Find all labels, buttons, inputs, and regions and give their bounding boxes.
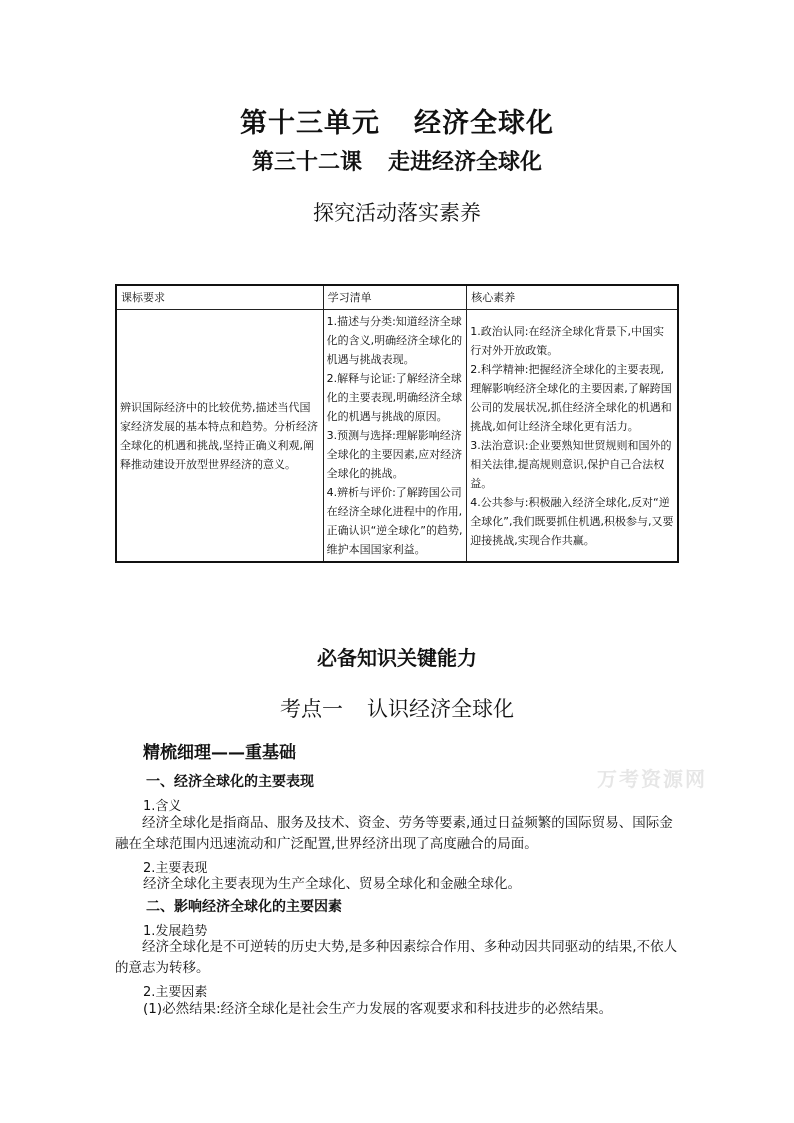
subheading-main-factors: 2.主要因素 [143,985,208,1000]
core-literacy-item: 4.公共参与:积极融入经济全球化,反对“逆全球化”,我们既要抓住机遇,积极参与,又要迎接挑战,实现合作共赢。 [470,496,674,547]
lesson-topic: 走进经济全球化 [388,150,543,175]
table-header-cell: 课标要求 [116,285,323,310]
curriculum-requirement-cell: 辨识国际经济中的比较优势,描述当代国家经济发展的基本特点和趋势。分析经济全球化的机遇和挑战,坚持正确义利观,阐释推动建设开放型世界经济的意义。 [116,310,323,563]
study-list-cell [323,310,467,563]
unit-topic: 经济全球化 [414,108,554,139]
kaodian-number: 考点一 [280,697,343,721]
subheading-trend: 1.发展趋势 [143,924,208,939]
lesson-title [0,145,794,176]
lesson-number: 第三十二课 [251,150,362,175]
watermark: 万考资源网 [597,767,707,791]
table-header-cell: 核心素养 [467,285,678,310]
table-header-cell: 学习清单 [323,285,467,310]
core-literacy-item: 2.科学精神:把握经济全球化的主要表现,理解影响经济全球化的主要因素,了解跨国公司的发展状况,抓住经济全球化的机遇和挑战,如何让经济全球化更有活力。 [470,363,672,433]
unit-title [0,101,794,140]
requirements-table [115,284,679,563]
study-list-item: 1.描述与分类:知道经济全球化的含义,明确经济全球化的机遇与挑战表现。 [326,315,463,366]
study-list-item: 3.预测与选择:理解影响经济全球化的主要因素,应对经济全球化的挑战。 [326,429,463,480]
table-row [116,310,678,563]
heading-main-manifestations: 一、经济全球化的主要表现 [146,774,314,790]
paragraph-trend: 经济全球化是不可逆转的历史大势,是多种因素综合作用、多种动因共同驱动的结果,不依人的意志为转移。 [115,939,678,976]
core-literacy-item: 1.政治认同:在经济全球化背景下,中国实行对外开放政策。 [470,325,664,357]
study-list-item: 4.辨析与评价:了解跨国公司在经济全球化进程中的作用,正确认识“逆全球化”的趋势,维护本国国家利益。 [326,486,463,556]
section-title: 探究活动落实素养 [313,201,481,225]
subheading-meaning: 1.含义 [143,799,182,814]
paragraph-main-manifestations: 经济全球化主要表现为生产全球化、贸易全球化和金融全球化。 [143,876,521,892]
paragraph-inevitable-result: (1)必然结果:经济全球化是社会生产力发展的客观要求和科技进步的必然结果。 [143,1001,613,1017]
core-literacy-item: 3.法治意识:企业要熟知世贸规则和国外的相关法律,提高规则意识,保护自己合法权益。 [470,439,672,490]
jingshu-heading: 精梳细理——重基础 [143,743,296,763]
kaodian-topic: 认识经济全球化 [367,697,514,721]
subheading-main-manifestations: 2.主要表现 [143,861,208,876]
kaodian-title [0,693,794,723]
unit-number: 第十三单元 [240,108,380,139]
knowledge-section-title: 必备知识关键能力 [317,646,477,670]
paragraph-meaning: 经济全球化是指商品、服务及技术、资金、劳务等要素,通过日益频繁的国际贸易、国际金融在全球范围内迅速流动和广泛配置,世界经济出现了高度融合的局面。 [115,815,673,852]
study-list-item: 2.解释与论证:了解经济全球化的主要表现,明确经济全球化的机遇与挑战的原因。 [326,372,463,423]
table-header-row [116,285,678,310]
core-literacy-cell [467,310,678,563]
heading-main-factors: 二、影响经济全球化的主要因素 [146,899,342,915]
